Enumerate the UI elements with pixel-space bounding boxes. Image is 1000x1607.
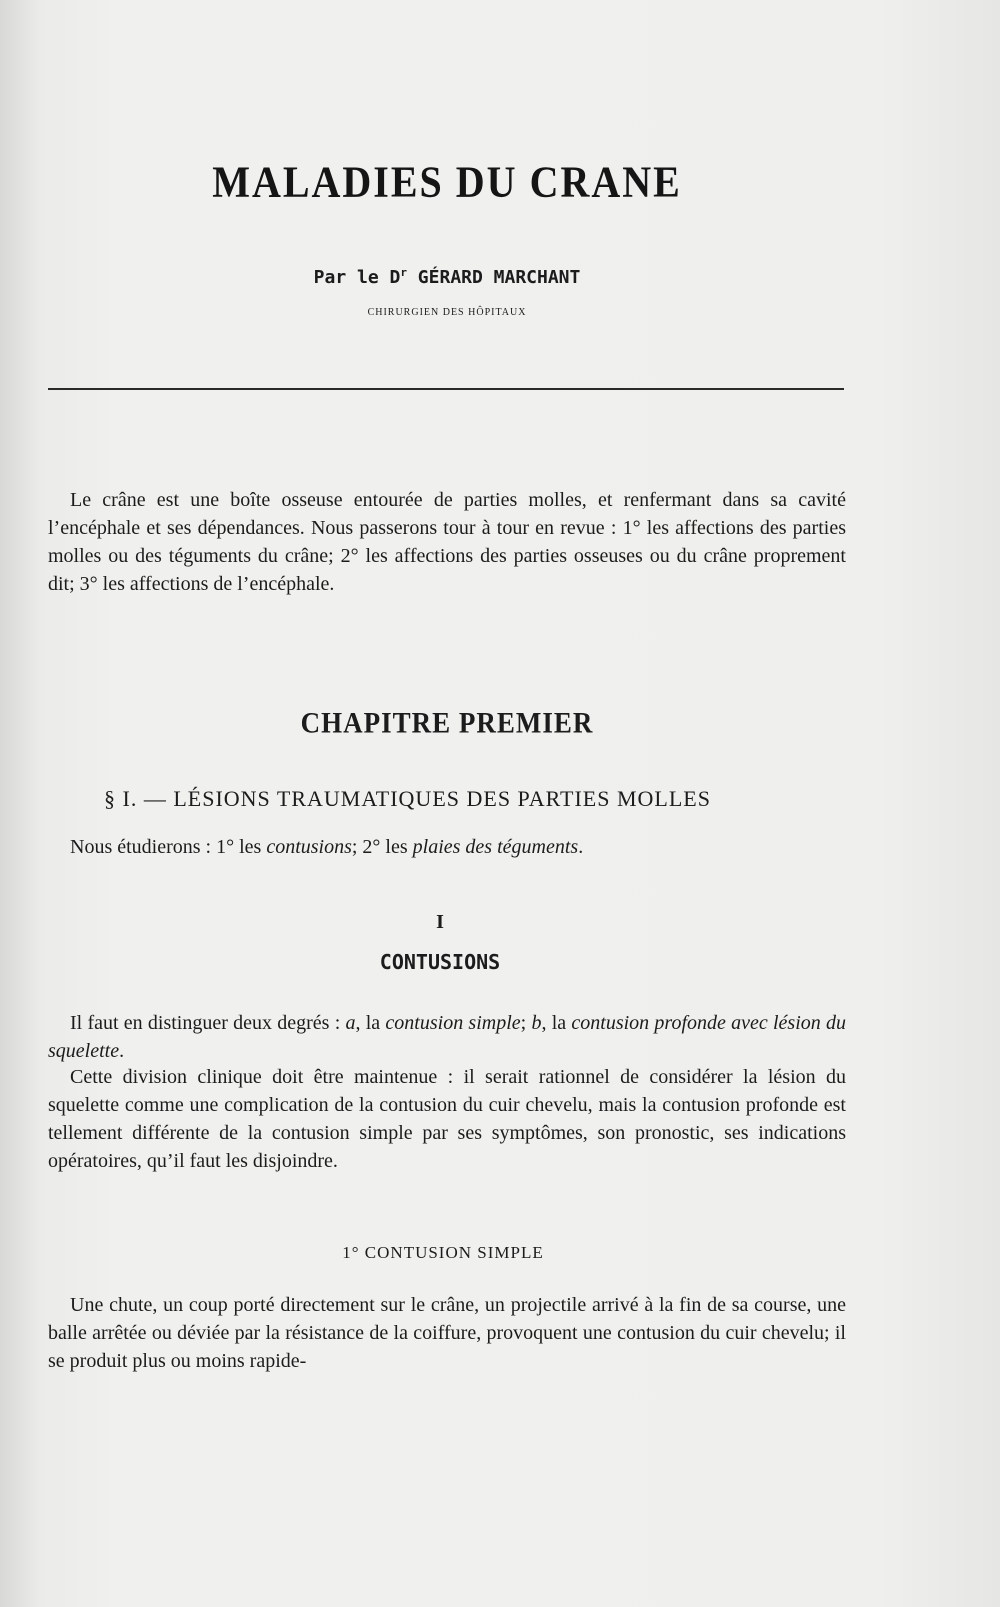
degree-b-text: contusion profonde avec lésion du squelette [48, 1012, 847, 1062]
subsection-heading: 1° CONTUSION SIMPLE [342, 1243, 544, 1262]
author-role: CHIRURGIEN DES HÔPITAUX [367, 307, 527, 318]
simple-contusion-paragraph: Une chute, un coup porté directement sur le crâne, un projectile arrivé à la fin de sa course, une balle arrêtée ou déviée par la résistance de la coiffure, provoquent une contusion du cuir chevelu; il se produit plus ou moins rapide- [48, 1294, 846, 1372]
degree-b-letter: b [531, 1012, 542, 1034]
intro-paragraph: Le crâne est une boîte osseuse entourée de parties molles, et renfermant dans sa cavité l’encéphale et ses dépendances. Nous passerons tour à tour en revue : 1° les affections des parties molles ou des téguments du crâne; 2° les affections des parties osseuses ou du crâne proprement dit; 3° les affections de l’encéphale. [48, 489, 846, 595]
degree-a-text: contusion simple [385, 1012, 521, 1034]
study-term-plaies: plaies des téguments [412, 836, 579, 858]
part-numeral: I [436, 911, 444, 933]
book-title: MALADIES DU CRANE [212, 156, 682, 207]
study-end: . [578, 836, 584, 858]
section-heading: § I. — LÉSIONS TRAUMATIQUES DES PARTIES MOLLES [104, 786, 711, 811]
study-mid: ; 2° les [351, 836, 413, 858]
degrees-sep1: , la [355, 1012, 386, 1034]
author-title-sup: r [400, 266, 407, 279]
author-line [48, 266, 846, 288]
author-name: GÉRARD MARCHANT [406, 267, 581, 288]
study-lead: Nous étudierons : 1° les [70, 836, 267, 858]
degrees-sep3: , la [541, 1012, 572, 1034]
horizontal-rule [48, 388, 844, 390]
degrees-sep2: ; [520, 1012, 532, 1034]
division-paragraph: Cette division clinique doit être maintenue : il serait rationnel de considérer la lésion du squelette comme une complication de la contusion du cuir chevelu, mais la contusion profonde est tellement différente de la contusion simple par ses symptômes, son pronostic, ses indications opératoires, qu’il faut les disjoindre. [48, 1066, 846, 1172]
degrees-lead: Il faut en distinguer deux degrés : [70, 1012, 346, 1034]
degree-a-letter: a [345, 1012, 356, 1034]
author-prefix: Par le D [313, 267, 401, 288]
chapter-heading: CHAPITRE PREMIER [300, 706, 594, 740]
show-through-text [40, 95, 940, 153]
study-term-contusions: contusions [266, 836, 352, 858]
part-title: CONTUSIONS [379, 950, 501, 974]
degrees-end: . [119, 1040, 125, 1062]
degrees-paragraph [48, 1009, 846, 1065]
study-paragraph [48, 833, 846, 861]
